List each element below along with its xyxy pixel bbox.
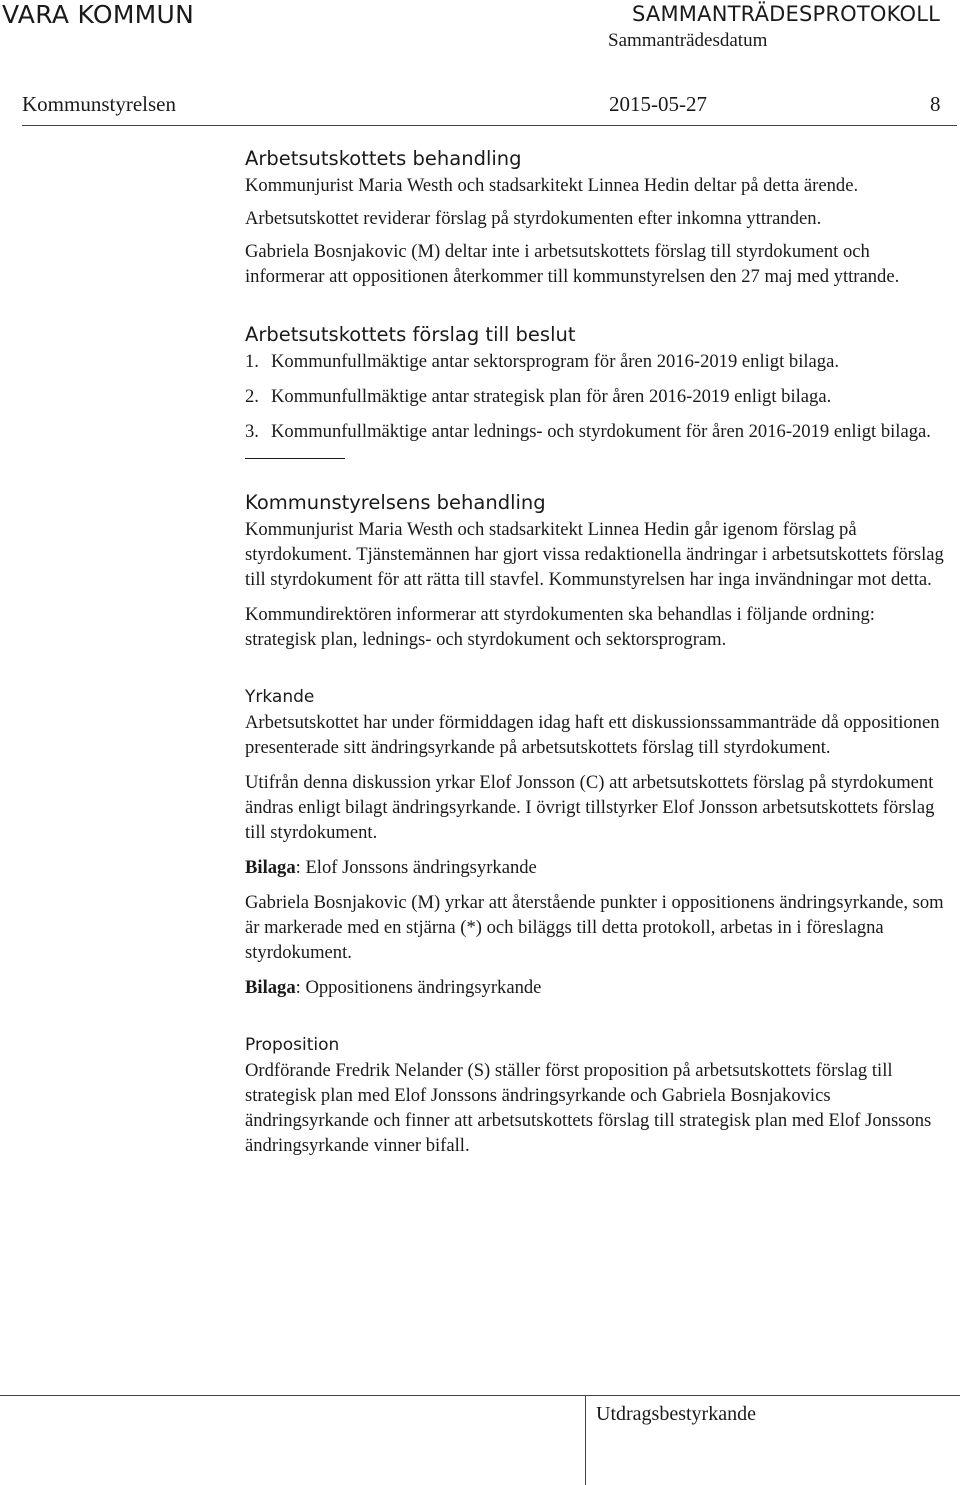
document-type: SAMMANTRÄDESPROTOKOLL <box>632 2 940 26</box>
separator-line <box>245 458 345 459</box>
paragraph: Kommunjurist Maria Westh och stadsarkitekt Linnea Hedin går igenom förslag på styrdokument. Tjänstemännen har gjort vissa redaktionella ändringar i arbetsutskottets förslag till styrdokument för att rätta till stavfel. Kommunstyrelsen har inga invändningar mot detta. <box>245 519 944 590</box>
paragraph: Arbetsutskottet har under förmiddagen idag haft ett diskussionssammanträde då oppositionen presenterade sitt ändringsyrkande på arbetsutskottets förslag till styrdokument. <box>245 712 940 758</box>
list-number: 1. <box>245 351 259 372</box>
list-item-text: Kommunfullmäktige antar sektorsprogram för åren 2016-2019 enligt bilaga. <box>271 351 839 372</box>
section-heading-ks-behandling: Kommunstyrelsens behandling <box>245 491 546 514</box>
paragraph: Ordförande Fredrik Nelander (S) ställer först proposition på arbetsutskottets förslag till strategisk plan med Elof Jonssons ändringsyrkande och Gabriela Bosnjakovics ändringsyrkande och finner att arbetsutskottets förslag till strategisk plan med Elof Jonssons ändringsyrkande vinner bifall. <box>245 1060 932 1156</box>
committee-name: Kommunstyrelsen <box>22 92 176 116</box>
paragraph: Kommundirektören informerar att styrdokumenten ska behandlas i följande ordning: strategisk plan, lednings- och styrdokument och sektorsprogram. <box>245 604 875 650</box>
organization-name: VARA KOMMUN <box>2 0 195 29</box>
footer-divider <box>0 1395 960 1396</box>
meeting-date: 2015-05-27 <box>609 92 707 116</box>
header-divider <box>22 125 957 126</box>
attachment-text: : Oppositionens ändringsyrkande <box>295 977 542 998</box>
section-heading-yrkande: Yrkande <box>245 687 315 707</box>
attachment-text: : Elof Jonssons ändringsyrkande <box>295 857 537 878</box>
paragraph: Utifrån denna diskussion yrkar Elof Jonsson (C) att arbetsutskottets förslag på styrdokument ändras enligt bilagt ändringsyrkande. I övrigt tillstyrker Elof Jonsson arbetsutskottets förslag till styrdokument. <box>245 772 935 843</box>
footer-vertical-divider <box>585 1395 586 1485</box>
paragraph: Gabriela Bosnjakovic (M) deltar inte i arbetsutskottets förslag till styrdokument och informerar att oppositionen återkommer till kommunstyrelsen den 27 maj med yttrande. <box>245 241 900 287</box>
section-heading-proposition: Proposition <box>245 1035 340 1055</box>
certification-label: Utdragsbestyrkande <box>596 1403 756 1425</box>
paragraph: Kommunjurist Maria Westh och stadsarkitekt Linnea Hedin deltar på detta ärende. <box>245 175 859 196</box>
list-item-text: Kommunfullmäktige antar strategisk plan för åren 2016-2019 enligt bilaga. <box>271 386 832 407</box>
list-number: 3. <box>245 421 259 442</box>
attachment-label: Bilaga <box>245 857 296 878</box>
list-item <box>245 419 945 444</box>
section-heading-au-forslag: Arbetsutskottets förslag till beslut <box>245 323 576 346</box>
list-item <box>245 349 945 374</box>
list-item-text: Kommunfullmäktige antar lednings- och styrdokument för åren 2016-2019 enligt bilaga. <box>271 421 931 442</box>
attachment-label: Bilaga <box>245 977 296 998</box>
attachment-line <box>245 975 945 1000</box>
page-number: 8 <box>930 92 941 116</box>
attachment-line <box>245 855 945 880</box>
paragraph: Gabriela Bosnjakovic (M) yrkar att återstående punkter i oppositionens ändringsyrkande, som är markerade med en stjärna (*) och biläggs till detta protokoll, arbetas in i föreslagna styrdokument. <box>245 892 944 963</box>
list-number: 2. <box>245 386 259 407</box>
section-heading-au-behandling: Arbetsutskottets behandling <box>245 147 522 170</box>
list-item <box>245 384 945 409</box>
document-body <box>245 145 945 1168</box>
paragraph: Arbetsutskottet reviderar förslag på styrdokumenten efter inkomna yttranden. <box>245 208 822 229</box>
decision-list <box>245 349 945 444</box>
meeting-date-label: Sammanträdesdatum <box>608 30 768 51</box>
